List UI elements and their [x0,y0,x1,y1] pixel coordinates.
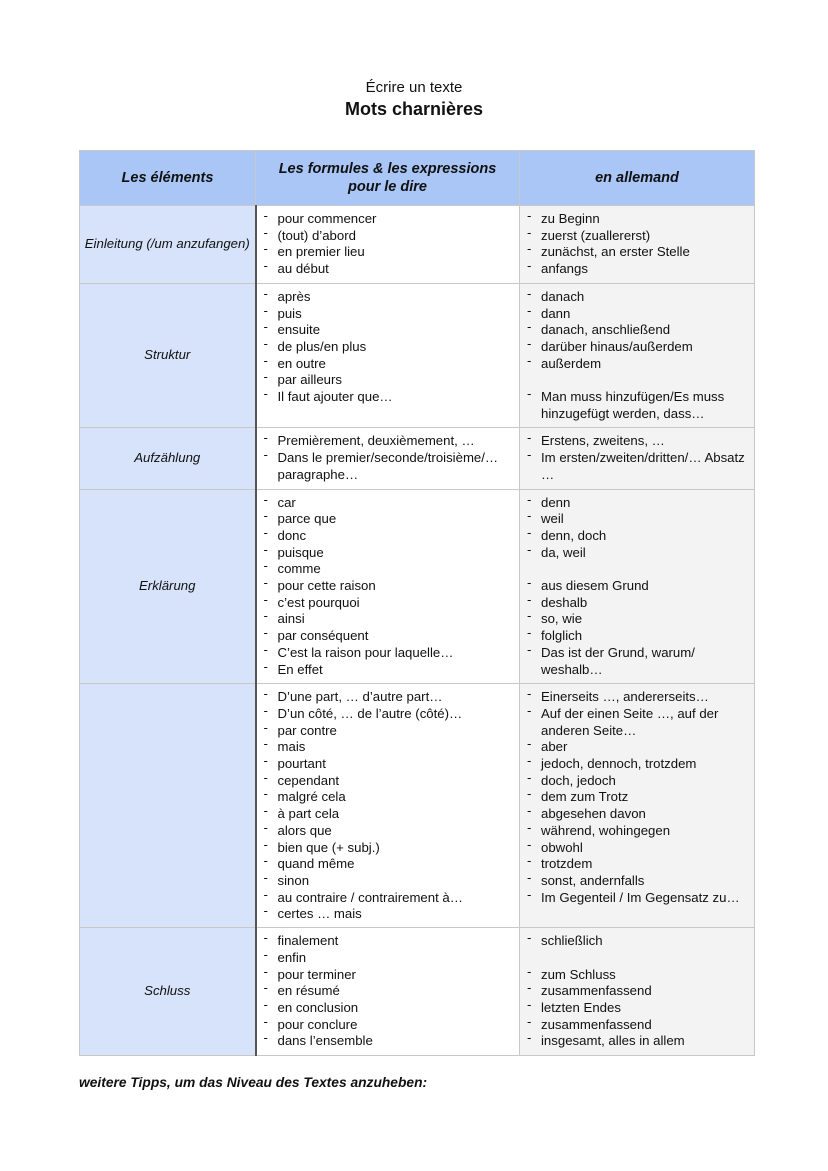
list-item: - alors que [263,823,516,840]
table-header-row [80,151,755,206]
list-item [526,372,750,389]
list-item: - donc [263,528,516,545]
list-item: - zusammenfassend [526,1017,750,1034]
list-item: - anfangs [526,261,750,278]
list-item: - puis [263,306,516,323]
list-item: - ainsi [263,611,516,628]
list-item: - à part cela [263,806,516,823]
list-item: - par ailleurs [263,372,516,389]
list-item: - Premièrement, deuxièmement, … [263,433,516,450]
list-item: - Das ist der Grund, warum/ weshalb… [526,645,750,678]
list-item: - denn, doch [526,528,750,545]
list-item: - pour cette raison [263,578,516,595]
list-item: - zu Beginn [526,211,750,228]
row-label: Erklärung [80,489,256,684]
list-item: - dem zum Trotz [526,789,750,806]
list-item: - Man muss hinzufügen/Es muss hinzugefügt werden, dass… [526,389,750,422]
list-item: - letzten Endes [526,1000,750,1017]
french-expressions-cell [256,206,520,284]
list-item: - insgesamt, alles in allem [526,1033,750,1050]
list-item: - deshalb [526,595,750,612]
list-item: - zunächst, an erster Stelle [526,244,750,261]
list-item: - zusammenfassend [526,983,750,1000]
further-tips-heading: weitere Tipps, um das Niveau des Textes anzuheben: [79,1075,428,1090]
list-item: - en conclusion [263,1000,516,1017]
list-item: - En effet [263,662,516,679]
list-item: - après [263,289,516,306]
table-row-aufzaehlung [80,428,755,489]
list-item: - außerdem [526,356,750,373]
list-item: - en premier lieu [263,244,516,261]
column-header-german: en allemand [520,151,755,206]
list-item: - puisque [263,545,516,562]
row-label [80,684,256,928]
list-item: - aus diesem Grund [526,578,750,595]
row-label: Einleitung (/um anzufangen) [80,206,256,284]
column-header-expressions: Les formules & les expressions pour le dire [256,151,520,206]
list-item: - parce que [263,511,516,528]
french-expressions-cell [256,428,520,489]
german-expressions-cell [520,428,755,489]
list-item: - schließlich [526,933,750,950]
list-item: - aber [526,739,750,756]
list-item: - C’est la raison pour laquelle… [263,645,516,662]
german-expression-list [526,433,750,483]
french-expression-list [263,433,516,483]
list-item: - folglich [526,628,750,645]
german-expression-list [526,689,750,906]
list-item: - enfin [263,950,516,967]
list-item: - dans l’ensemble [263,1033,516,1050]
french-expressions-cell [256,283,520,428]
list-item: - Im ersten/zweiten/dritten/… Absatz … [526,450,750,483]
row-label: Aufzählung [80,428,256,489]
list-item: - D’une part, … d’autre part… [263,689,516,706]
list-item [526,561,750,578]
list-item: - c’est pourquoi [263,595,516,612]
list-item: - en résumé [263,983,516,1000]
list-item: - so, wie [526,611,750,628]
french-expressions-cell [256,928,520,1056]
table-row-contrast [80,684,755,928]
list-item: - (tout) d’abord [263,228,516,245]
french-expression-list [263,689,516,922]
list-item: - ensuite [263,322,516,339]
list-item: - danach [526,289,750,306]
list-item: - malgré cela [263,789,516,806]
list-item: - car [263,495,516,512]
row-label: Struktur [80,283,256,428]
german-expressions-cell [520,928,755,1056]
table-row-einleitung [80,206,755,284]
list-item: - quand même [263,856,516,873]
french-expression-list [263,933,516,1050]
list-item: - par conséquent [263,628,516,645]
list-item: - zum Schluss [526,967,750,984]
table-row-struktur [80,283,755,428]
list-item: - jedoch, dennoch, trotzdem [526,756,750,773]
list-item [526,950,750,967]
german-expression-list [526,289,750,423]
german-expression-list [526,495,750,679]
list-item: - en outre [263,356,516,373]
list-item: - dann [526,306,750,323]
german-expressions-cell [520,283,755,428]
document-title: Mots charnières [344,99,484,119]
connectors-table [79,150,755,1056]
list-item: - Erstens, zweitens, … [526,433,750,450]
list-item: - Einerseits …, andererseits… [526,689,750,706]
list-item: - danach, anschließend [526,322,750,339]
list-item: - au contraire / contrairement à… [263,890,516,907]
list-item: - de plus/en plus [263,339,516,356]
list-item: - comme [263,561,516,578]
list-item: - Il faut ajouter que… [263,389,516,406]
list-item: - abgesehen davon [526,806,750,823]
french-expression-list [263,495,516,679]
table-row-erklaerung [80,489,755,684]
document-subtitle: Écrire un texte [365,79,463,96]
list-item: - zuerst (zuallererst) [526,228,750,245]
list-item: - pour commencer [263,211,516,228]
list-item: - obwohl [526,840,750,857]
list-item: - bien que (+ subj.) [263,840,516,857]
list-item: - certes … mais [263,906,516,922]
list-item: - Im Gegenteil / Im Gegensatz zu… [526,890,750,907]
list-item: - pour conclure [263,1017,516,1034]
list-item: - mais [263,739,516,756]
list-item: - trotzdem [526,856,750,873]
list-item: - au début [263,261,516,278]
list-item: - sinon [263,873,516,890]
list-item: - sonst, andernfalls [526,873,750,890]
list-item: - Auf der einen Seite …, auf der anderen Seite… [526,706,750,739]
list-item: - denn [526,495,750,512]
list-item: - cependant [263,773,516,790]
french-expression-list [263,211,516,278]
german-expressions-cell [520,206,755,284]
list-item: - Dans le premier/seconde/troisième/… paragraphe… [263,450,516,483]
french-expression-list [263,289,516,406]
column-header-elements: Les éléments [80,151,256,206]
table-row-schluss [80,928,755,1056]
french-expressions-cell [256,489,520,684]
list-item: - pourtant [263,756,516,773]
german-expressions-cell [520,684,755,928]
list-item: - D’un côté, … de l’autre (côté)… [263,706,516,723]
list-item: - par contre [263,723,516,740]
list-item: - weil [526,511,750,528]
list-item: - finalement [263,933,516,950]
row-label: Schluss [80,928,256,1056]
german-expression-list [526,933,750,1050]
list-item: - pour terminer [263,967,516,984]
french-expressions-cell [256,684,520,928]
list-item: - während, wohingegen [526,823,750,840]
german-expressions-cell [520,489,755,684]
german-expression-list [526,211,750,278]
list-item: - da, weil [526,545,750,562]
list-item: - doch, jedoch [526,773,750,790]
list-item: - darüber hinaus/außerdem [526,339,750,356]
